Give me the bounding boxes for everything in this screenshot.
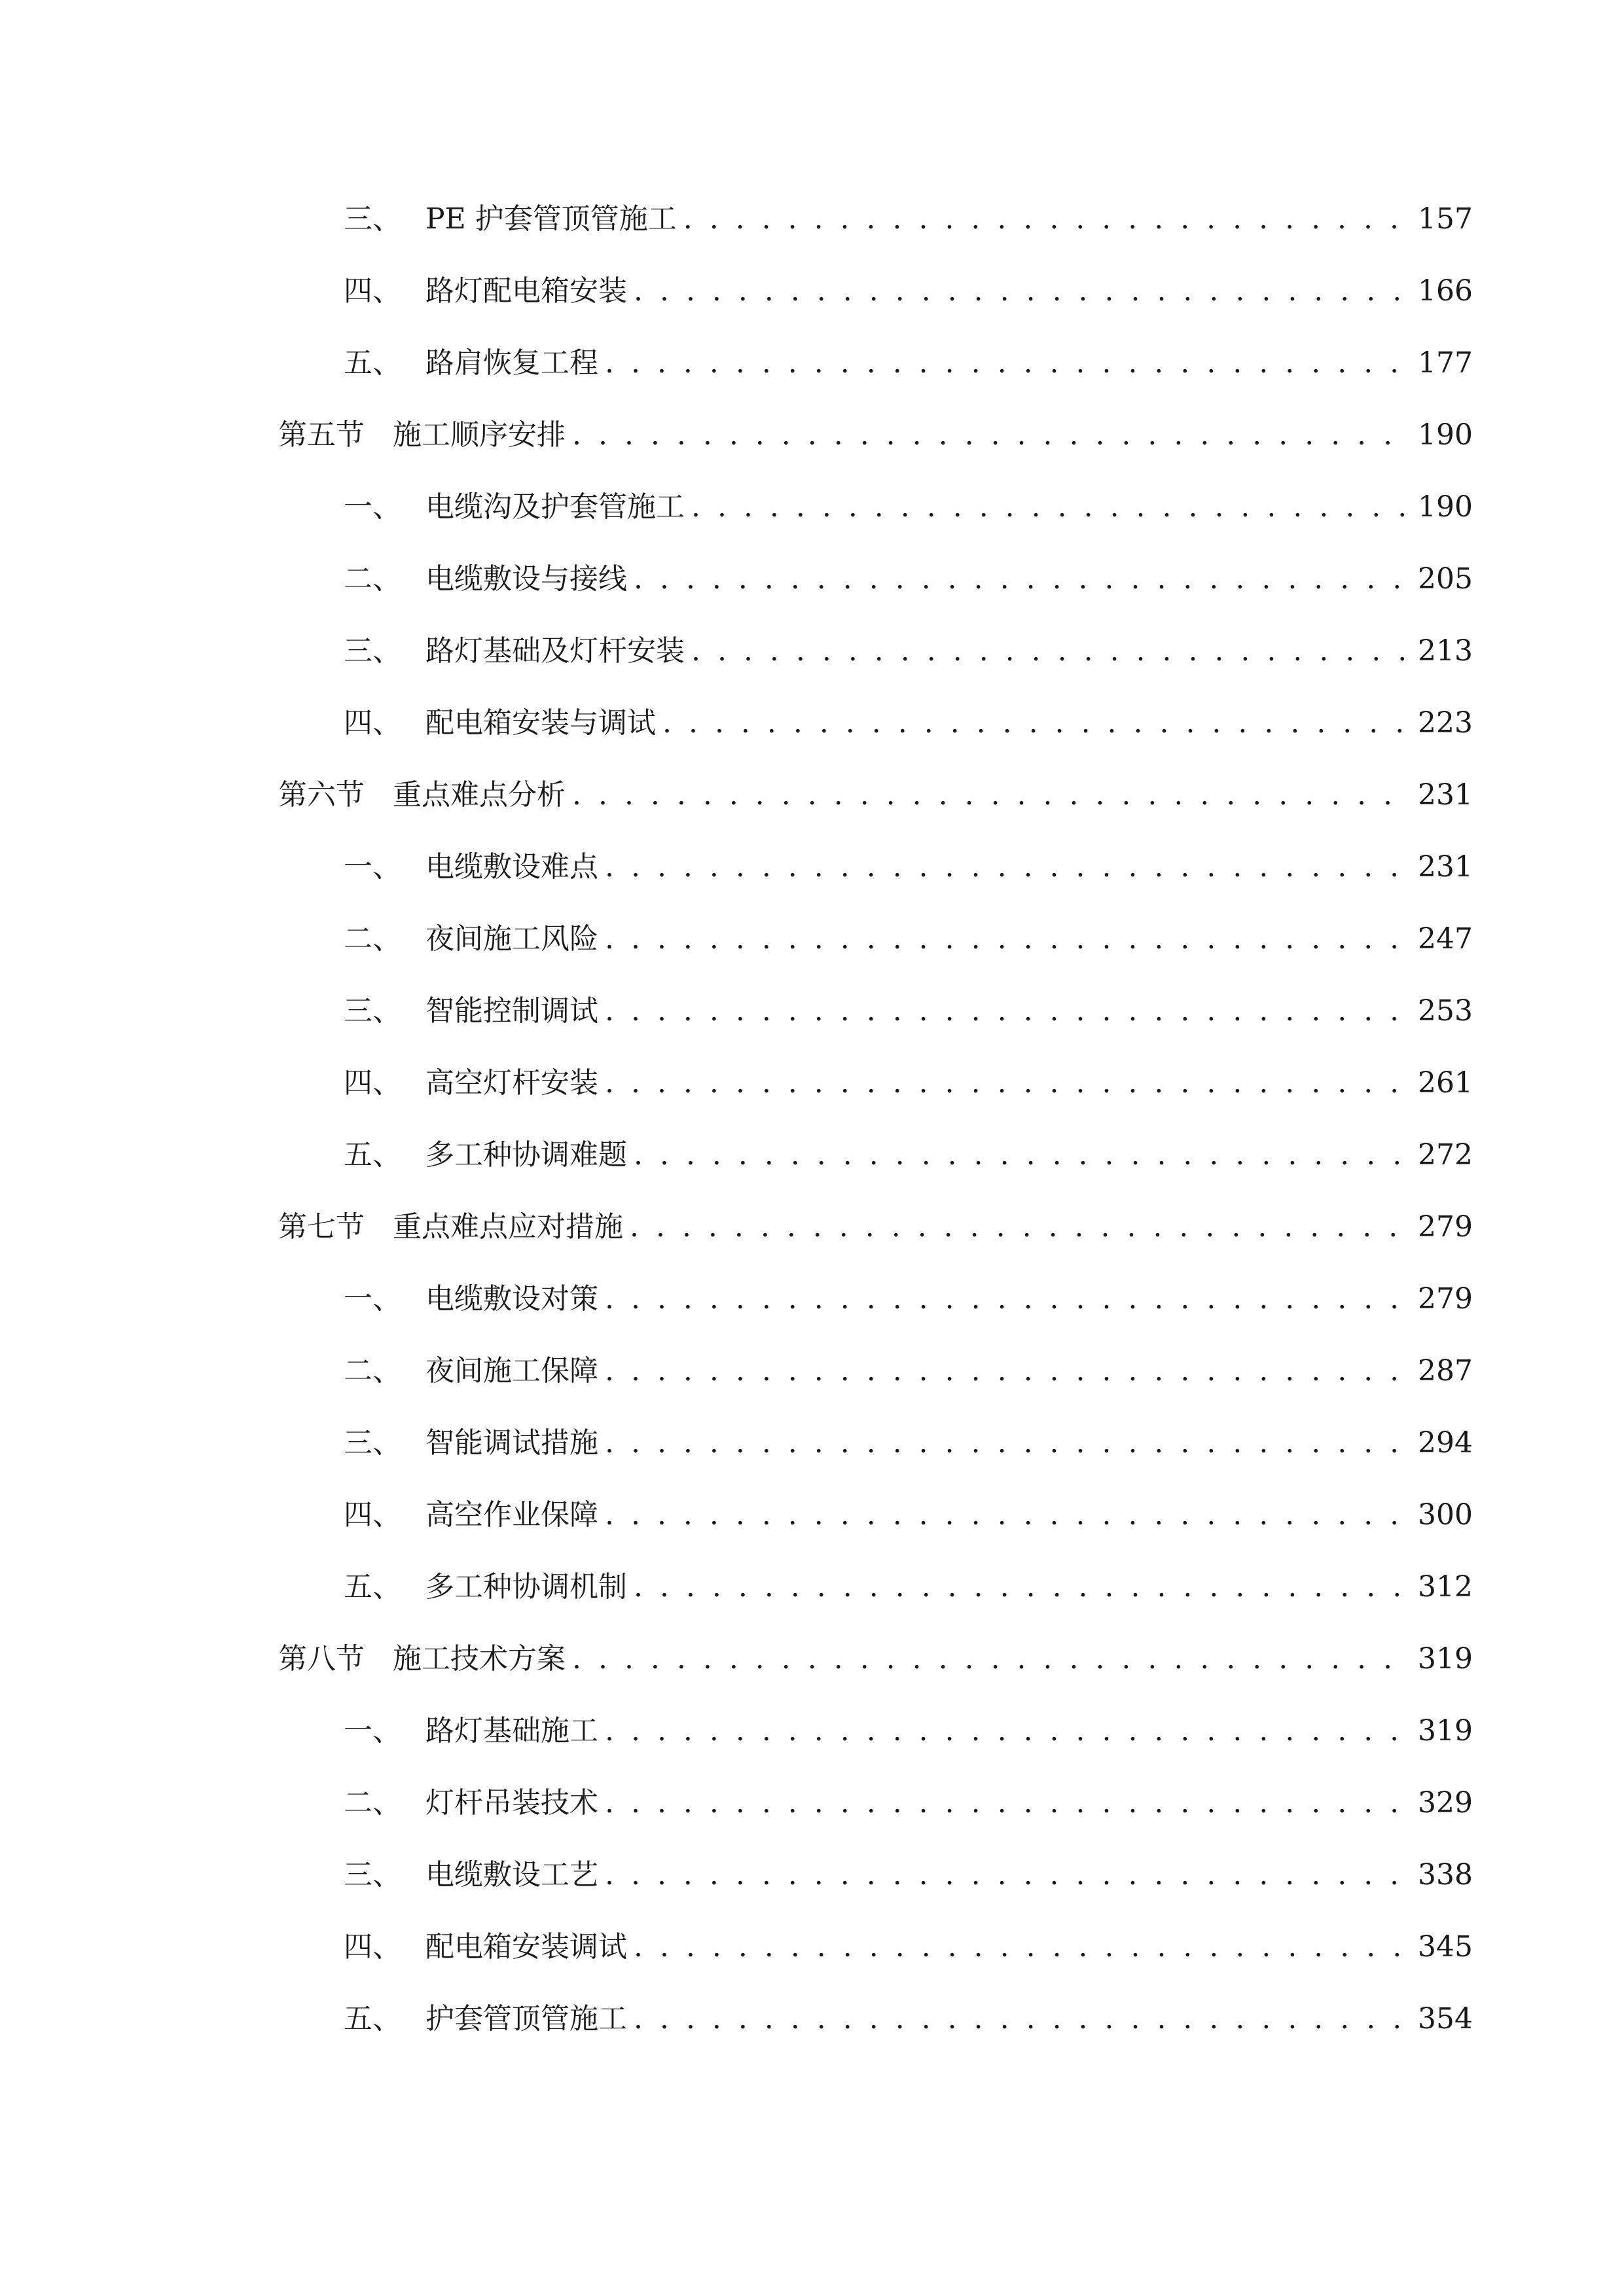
toc-entry-number: 五、 bbox=[344, 1138, 401, 1172]
toc-leader-dots bbox=[605, 1708, 1409, 1754]
toc-leader-dots bbox=[691, 484, 1409, 530]
toc-entry-title: 电缆敷设工艺 bbox=[425, 1858, 598, 1892]
toc-section-entry[interactable] bbox=[278, 412, 1473, 458]
toc-entry[interactable] bbox=[344, 700, 1473, 746]
toc-entry-page: 294 bbox=[1418, 1426, 1473, 1460]
toc-entry-page: 223 bbox=[1418, 706, 1473, 740]
toc-entry[interactable] bbox=[344, 1492, 1473, 1538]
toc-leader-dots bbox=[572, 412, 1409, 458]
toc-leader-dots bbox=[605, 1420, 1409, 1466]
toc-leader-dots bbox=[605, 1348, 1409, 1394]
toc-entry[interactable] bbox=[344, 1348, 1473, 1394]
toc-entry-title: 多工种协调难题 bbox=[425, 1138, 627, 1172]
toc-section-entry[interactable] bbox=[278, 1204, 1473, 1250]
toc-entry-number: 四、 bbox=[344, 1930, 401, 1964]
toc-entry-title: 路灯基础施工 bbox=[425, 1714, 598, 1748]
toc-section-number: 第七节 bbox=[278, 1210, 365, 1244]
toc-entry[interactable] bbox=[344, 628, 1473, 674]
toc-entry-title: 配电箱安装调试 bbox=[425, 1930, 627, 1964]
toc-entry-number: 一、 bbox=[344, 850, 401, 884]
toc-entry[interactable] bbox=[344, 988, 1473, 1034]
toc-entry-page: 279 bbox=[1418, 1282, 1473, 1316]
toc-entry-title: 高空灯杆安装 bbox=[425, 1066, 598, 1100]
toc-entry-title: 智能调试措施 bbox=[425, 1426, 598, 1460]
toc-entry-title: 灯杆吊装技术 bbox=[425, 1786, 598, 1820]
toc-entry-number: 三、 bbox=[344, 202, 401, 236]
toc-entry-page: 338 bbox=[1418, 1858, 1473, 1892]
toc-section-number: 第五节 bbox=[278, 418, 365, 452]
toc-section-title: 施工技术方案 bbox=[393, 1642, 566, 1676]
toc-entry-page: 312 bbox=[1418, 1570, 1473, 1604]
toc-section-title: 施工顺序安排 bbox=[393, 418, 566, 452]
toc-entry-title: 配电箱安装与调试 bbox=[425, 706, 656, 740]
toc-entry[interactable] bbox=[344, 484, 1473, 530]
toc-leader-dots bbox=[630, 1204, 1409, 1250]
toc-entry-title: 护套管顶管施工 bbox=[425, 2002, 627, 2036]
toc-entry-title: 夜间施工风险 bbox=[425, 922, 598, 956]
toc-entry-page: 272 bbox=[1418, 1138, 1473, 1172]
toc-entry-number: 五、 bbox=[344, 346, 401, 380]
toc-entry-page: 177 bbox=[1418, 346, 1473, 380]
toc-entry-page: 354 bbox=[1418, 2002, 1473, 2036]
toc-entry-number: 三、 bbox=[344, 634, 401, 668]
toc-leader-dots bbox=[605, 1276, 1409, 1322]
toc-entry-title: PE 护套管顶管施工 bbox=[425, 202, 677, 236]
toc-leader-dots bbox=[605, 1852, 1409, 1898]
toc-leader-dots bbox=[605, 916, 1409, 962]
toc-leader-dots bbox=[634, 1996, 1409, 2042]
toc-section-title: 重点难点分析 bbox=[393, 778, 566, 812]
toc-leader-dots bbox=[572, 772, 1409, 818]
toc-entry[interactable] bbox=[344, 196, 1473, 242]
toc-leader-dots bbox=[634, 268, 1409, 314]
toc-entry-number: 四、 bbox=[344, 706, 401, 740]
toc-entry-number: 五、 bbox=[344, 2002, 401, 2036]
toc-entry[interactable] bbox=[344, 1708, 1473, 1754]
toc-leader-dots bbox=[572, 1636, 1409, 1682]
toc-entry[interactable] bbox=[344, 844, 1473, 890]
toc-entry-page: 190 bbox=[1418, 490, 1473, 524]
toc-entry-page: 319 bbox=[1418, 1714, 1473, 1748]
toc-entry-page: 287 bbox=[1418, 1354, 1473, 1388]
toc-leader-dots bbox=[683, 196, 1409, 242]
toc-entry-page: 279 bbox=[1418, 1210, 1473, 1244]
toc-leader-dots bbox=[691, 628, 1409, 674]
toc-entry-title: 路灯配电箱安装 bbox=[425, 274, 627, 308]
toc-entry-number: 二、 bbox=[344, 922, 401, 956]
toc-entry-number: 四、 bbox=[344, 1066, 401, 1100]
toc-section-entry[interactable] bbox=[278, 772, 1473, 818]
toc-entry-number: 五、 bbox=[344, 1570, 401, 1604]
toc-entry-number: 一、 bbox=[344, 1282, 401, 1316]
toc-entry[interactable] bbox=[344, 1780, 1473, 1826]
toc-entry[interactable] bbox=[344, 1132, 1473, 1178]
toc-leader-dots bbox=[605, 1060, 1409, 1106]
toc-entry[interactable] bbox=[344, 1924, 1473, 1970]
toc-entry-page: 166 bbox=[1418, 274, 1473, 308]
toc-entry-title: 电缆敷设难点 bbox=[425, 850, 598, 884]
toc-entry[interactable] bbox=[344, 1276, 1473, 1322]
toc-leader-dots bbox=[662, 700, 1409, 746]
toc-entry-title: 路肩恢复工程 bbox=[425, 346, 598, 380]
toc-entry-page: 190 bbox=[1418, 418, 1473, 452]
toc-entry-title: 电缆沟及护套管施工 bbox=[425, 490, 685, 524]
toc-entry-title: 高空作业保障 bbox=[425, 1498, 598, 1532]
toc-section-number: 第六节 bbox=[278, 778, 365, 812]
toc-entry[interactable] bbox=[344, 340, 1473, 386]
toc-entry-number: 四、 bbox=[344, 274, 401, 308]
toc-leader-dots bbox=[605, 988, 1409, 1034]
toc-entry[interactable] bbox=[344, 268, 1473, 314]
toc-entry-number: 一、 bbox=[344, 1714, 401, 1748]
toc-entry-number: 二、 bbox=[344, 1786, 401, 1820]
toc-leader-dots bbox=[634, 1132, 1409, 1178]
toc-entry[interactable] bbox=[344, 556, 1473, 602]
toc-entry-title: 智能控制调试 bbox=[425, 994, 598, 1028]
toc-entry-page: 253 bbox=[1418, 994, 1473, 1028]
toc-entry[interactable] bbox=[344, 1852, 1473, 1898]
toc-entry-number: 一、 bbox=[344, 490, 401, 524]
toc-entry-title: 电缆敷设与接线 bbox=[425, 562, 627, 596]
toc-entry-title: 电缆敷设对策 bbox=[425, 1282, 598, 1316]
toc-entry-number: 二、 bbox=[344, 562, 401, 596]
toc-entry-number: 三、 bbox=[344, 1426, 401, 1460]
toc-leader-dots bbox=[605, 1780, 1409, 1826]
toc-leader-dots bbox=[605, 340, 1409, 386]
toc-entry-page: 157 bbox=[1418, 202, 1473, 236]
toc-entry-number: 四、 bbox=[344, 1498, 401, 1532]
toc-entry-title: 多工种协调机制 bbox=[425, 1570, 627, 1604]
toc-entry[interactable] bbox=[344, 1996, 1473, 2042]
toc-entry-page: 319 bbox=[1418, 1642, 1473, 1676]
toc-entry[interactable] bbox=[344, 1420, 1473, 1466]
toc-entry-page: 231 bbox=[1418, 778, 1473, 812]
toc-entry-number: 三、 bbox=[344, 994, 401, 1028]
toc-entry-page: 231 bbox=[1418, 850, 1473, 884]
toc-entry-title: 夜间施工保障 bbox=[425, 1354, 598, 1388]
toc-leader-dots bbox=[605, 844, 1409, 890]
toc-entry[interactable] bbox=[344, 1060, 1473, 1106]
toc-entry-page: 300 bbox=[1418, 1498, 1473, 1532]
toc-entry-number: 三、 bbox=[344, 1858, 401, 1892]
toc-leader-dots bbox=[605, 1492, 1409, 1538]
toc-section-number: 第八节 bbox=[278, 1642, 365, 1676]
toc-entry-page: 261 bbox=[1418, 1066, 1473, 1100]
toc-entry-page: 345 bbox=[1418, 1930, 1473, 1964]
toc-entry-number: 二、 bbox=[344, 1354, 401, 1388]
toc-entry-page: 205 bbox=[1418, 562, 1473, 596]
toc-entry-title: 路灯基础及灯杆安装 bbox=[425, 634, 685, 668]
toc-leader-dots bbox=[634, 1564, 1409, 1610]
toc-entry[interactable] bbox=[344, 1564, 1473, 1610]
toc-entry[interactable] bbox=[344, 916, 1473, 962]
toc-section-title: 重点难点应对措施 bbox=[393, 1210, 623, 1244]
toc-entry-page: 329 bbox=[1418, 1786, 1473, 1820]
toc-leader-dots bbox=[634, 1924, 1409, 1970]
toc-entry-page: 247 bbox=[1418, 922, 1473, 956]
toc-section-entry[interactable] bbox=[278, 1636, 1473, 1682]
toc-entry-page: 213 bbox=[1418, 634, 1473, 668]
toc-leader-dots bbox=[634, 556, 1409, 602]
